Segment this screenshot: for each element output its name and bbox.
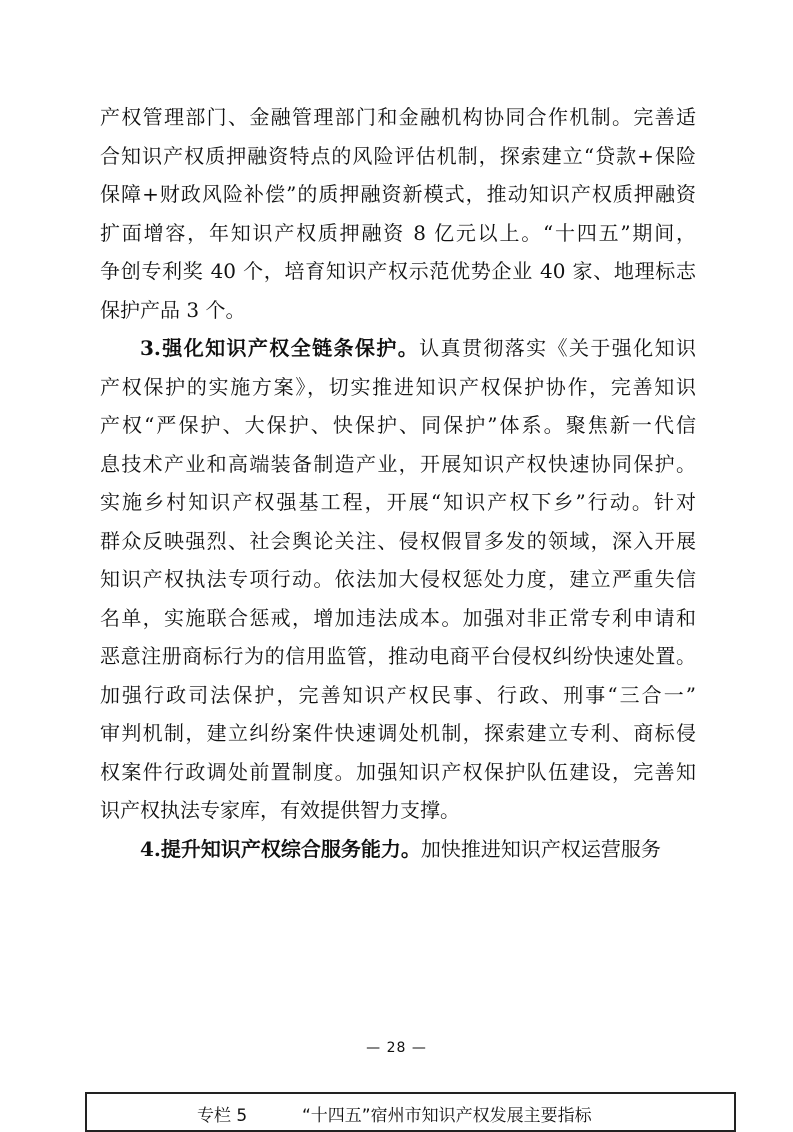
text-line: 扩面增容，年知识产权质押融资 8 亿元以上。“十四五”期间， [100, 220, 696, 245]
text-line: 识产权执法专家库，有效提供智力支撑。 [100, 798, 460, 822]
section-4-heading: 4.提升知识产权综合服务能力。 [140, 836, 421, 861]
text-line: 产权保护的实施方案》，切实推进知识产权保护协作，完善知识 [100, 374, 696, 399]
text-line: 息技术产业和高端装备制造产业，开展知识产权快速协同保护。 [100, 451, 696, 476]
document-body [100, 98, 696, 868]
text-line: 知识产权执法专项行动。依法加大侵权惩处力度，建立严重失信 [100, 567, 696, 591]
section-4-first-line [100, 830, 696, 869]
text-line: 审判机制，建立纠纷案件快速调处机制，探索建立专利、商标侵 [100, 721, 696, 745]
section-4-first-line-text: 加快推进知识产权运营服务 [420, 836, 661, 861]
section-3-first-line-text: 认真贯彻落实《关于强化知识 [419, 336, 696, 360]
text-line: 权案件行政调处前置制度。加强知识产权保护队伍建设，完善知 [100, 759, 696, 784]
text-line: 名单，实施联合惩戒，增加违法成本。加强对非正常专利申请和 [100, 605, 696, 630]
text-line: 保护产品 3 个。 [100, 297, 246, 322]
column-title-box [85, 1092, 736, 1132]
text-line: 产权“严保护、大保护、快保护、同保护”体系。聚焦新一代信 [100, 413, 696, 437]
text-line: 保障+财政风险补偿”的质押融资新模式，推动知识产权质押融资 [100, 182, 696, 206]
section-3-heading: 3.强化知识产权全链条保护。 [140, 336, 420, 360]
text-line: 加强行政司法保护，完善知识产权民事、行政、刑事“三合一” [100, 682, 696, 707]
section-3-first-line [100, 329, 696, 368]
page-number: — 28 — [366, 1040, 427, 1056]
text-line: 合知识产权质押融资特点的风险评估机制，探索建立“贷款+保险 [100, 143, 696, 168]
text-line: 群众反映强烈、社会舆论关注、侵权假冒多发的领域，深入开展 [100, 528, 696, 553]
text-line: 恶意注册商标行为的信用监管，推动电商平台侵权纠纷快速处置。 [100, 644, 696, 668]
column-title: “十四五”宿州市知识产权发展主要指标 [302, 1106, 592, 1126]
column-label: 专栏 5 [197, 1106, 248, 1126]
text-line: 争创专利奖 40 个，培育知识产权示范优势企业 40 家、地理标志 [100, 259, 696, 283]
text-line: 实施乡村知识产权强基工程，开展“知识产权下乡”行动。针对 [100, 490, 696, 514]
text-line: 产权管理部门、金融管理部门和金融机构协同合作机制。完善适 [100, 105, 696, 129]
